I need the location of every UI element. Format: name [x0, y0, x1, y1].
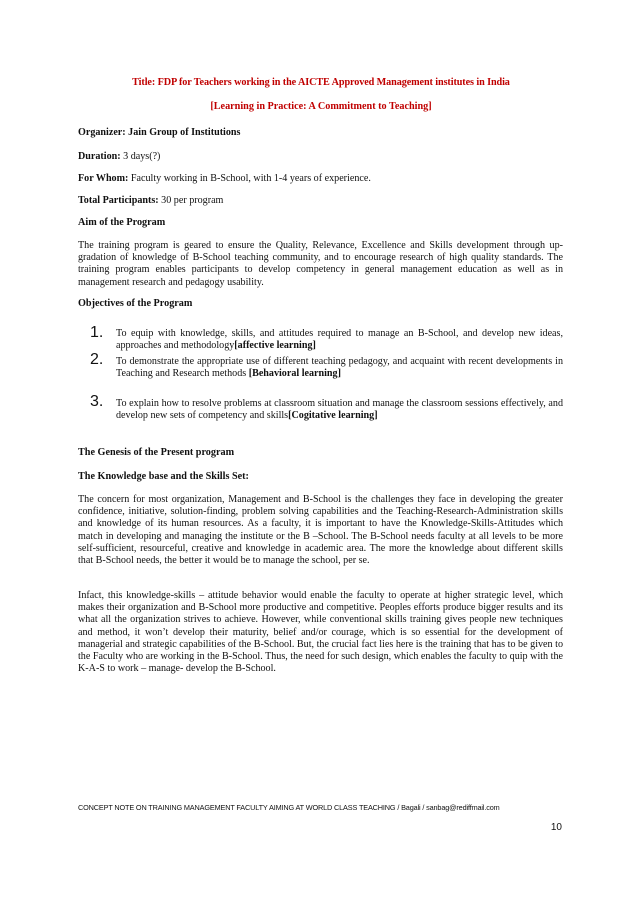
for-whom-label: For Whom: — [78, 173, 129, 184]
duration-value: 3 days(?) — [120, 151, 161, 162]
objective-item — [90, 352, 563, 382]
for-whom-value: Faculty working in B-School, with 1-4 years of experience. — [128, 173, 371, 184]
aim-paragraph: The training program is geared to ensure the Quality, Relevance, Excellence and Skills development through up-gradation of knowledge of B-School teaching community, and to encourage research of high quality standards. The training program enables participants to develop competency in general management education as well as in management research and pedagogy usability. — [78, 240, 563, 288]
objective-text: To demonstrate the appropriate use of different teaching pedagogy, and acquaint with recent developments in Teaching and Research methods [Behavioral learning] — [116, 356, 563, 380]
objective-tag: [Cogitative learning] — [288, 410, 378, 422]
participants-label: Total Participants: — [78, 195, 159, 206]
objective-item — [90, 325, 563, 355]
objective-text: To equip with knowledge, skills, and attitudes required to manage an B-School, and develop new ideas, approaches and methodology[affective learning] — [116, 328, 563, 352]
objective-number: 2. — [90, 351, 104, 368]
knowledge-heading: The Knowledge base and the Skills Set: — [78, 471, 249, 482]
objective-number: 1. — [90, 324, 104, 341]
title-line-2: [Learning in Practice: A Commitment to Teaching] — [210, 101, 432, 112]
objective-tag: [Behavioral learning] — [248, 368, 341, 380]
title-line-1: Title: FDP for Teachers working in the AICTE Approved Management institutes in India — [132, 77, 510, 88]
participants-value: 30 per program — [158, 195, 224, 206]
duration-label: Duration: — [78, 151, 121, 162]
page-number: 10 — [550, 822, 562, 833]
duration — [78, 150, 562, 163]
genesis-heading: The Genesis of the Present program — [78, 447, 235, 458]
aim-heading: Aim of the Program — [78, 217, 166, 228]
objective-text: To explain how to resolve problems at classroom situation and manage the classroom sessions effectively, and develop new sets of competency and skills[Cogitative learning] — [116, 398, 563, 422]
footer-text: CONCEPT NOTE ON TRAINING MANAGEMENT FACULTY AIMING AT WORLD CLASS TEACHING / Bagali / sanbag@rediffmail.com — [78, 803, 500, 812]
objective-number: 3. — [90, 393, 104, 410]
knowledge-paragraph-1: The concern for most organization, Management and B-School is the challenges they face in developing the greater confidence, initiative, solution-finding, problem solving capabilities and the Teaching-Research-Administration skills and knowledge of its human resources. As a faculty, it is important to have the Knowledge-Skills-Attitudes which match in developing and managing the institute or the B –School. The B-School needs faculty at all levels to be more self-sufficient, resourceful, creative and knowledge in academic area. The more the knowledge about different skills that B-School needs, the better it would be to manage the school, per se. — [78, 494, 563, 567]
for-whom — [78, 172, 562, 185]
total-participants — [78, 194, 562, 207]
knowledge-paragraph-2: Infact, this knowledge-skills – attitude behavior would enable the faculty to operate at higher strategic level, which makes their organization and B-School more productive and competitive. Peoples efforts produce bigger results and its what all the organization strives to achieve. However, while conventional skills training gives people new techniques and method, it won’t develop their maturity, belief and/or courage, which is so essential for the development of managerial and strategic capabilities of the B-School. But, the crucial fact lies here is the training that has to be given to the Faculty who are working in the B-School. Thus, the need for such design, which enables the faculty to quip with the K-A-S to work – manage- develop the B-School. — [78, 590, 563, 675]
organizer: Organizer: Jain Group of Institutions — [78, 127, 241, 138]
objective-tag: [affective learning] — [234, 340, 316, 352]
objectives-heading: Objectives of the Program — [78, 298, 193, 309]
objective-item — [90, 394, 563, 424]
